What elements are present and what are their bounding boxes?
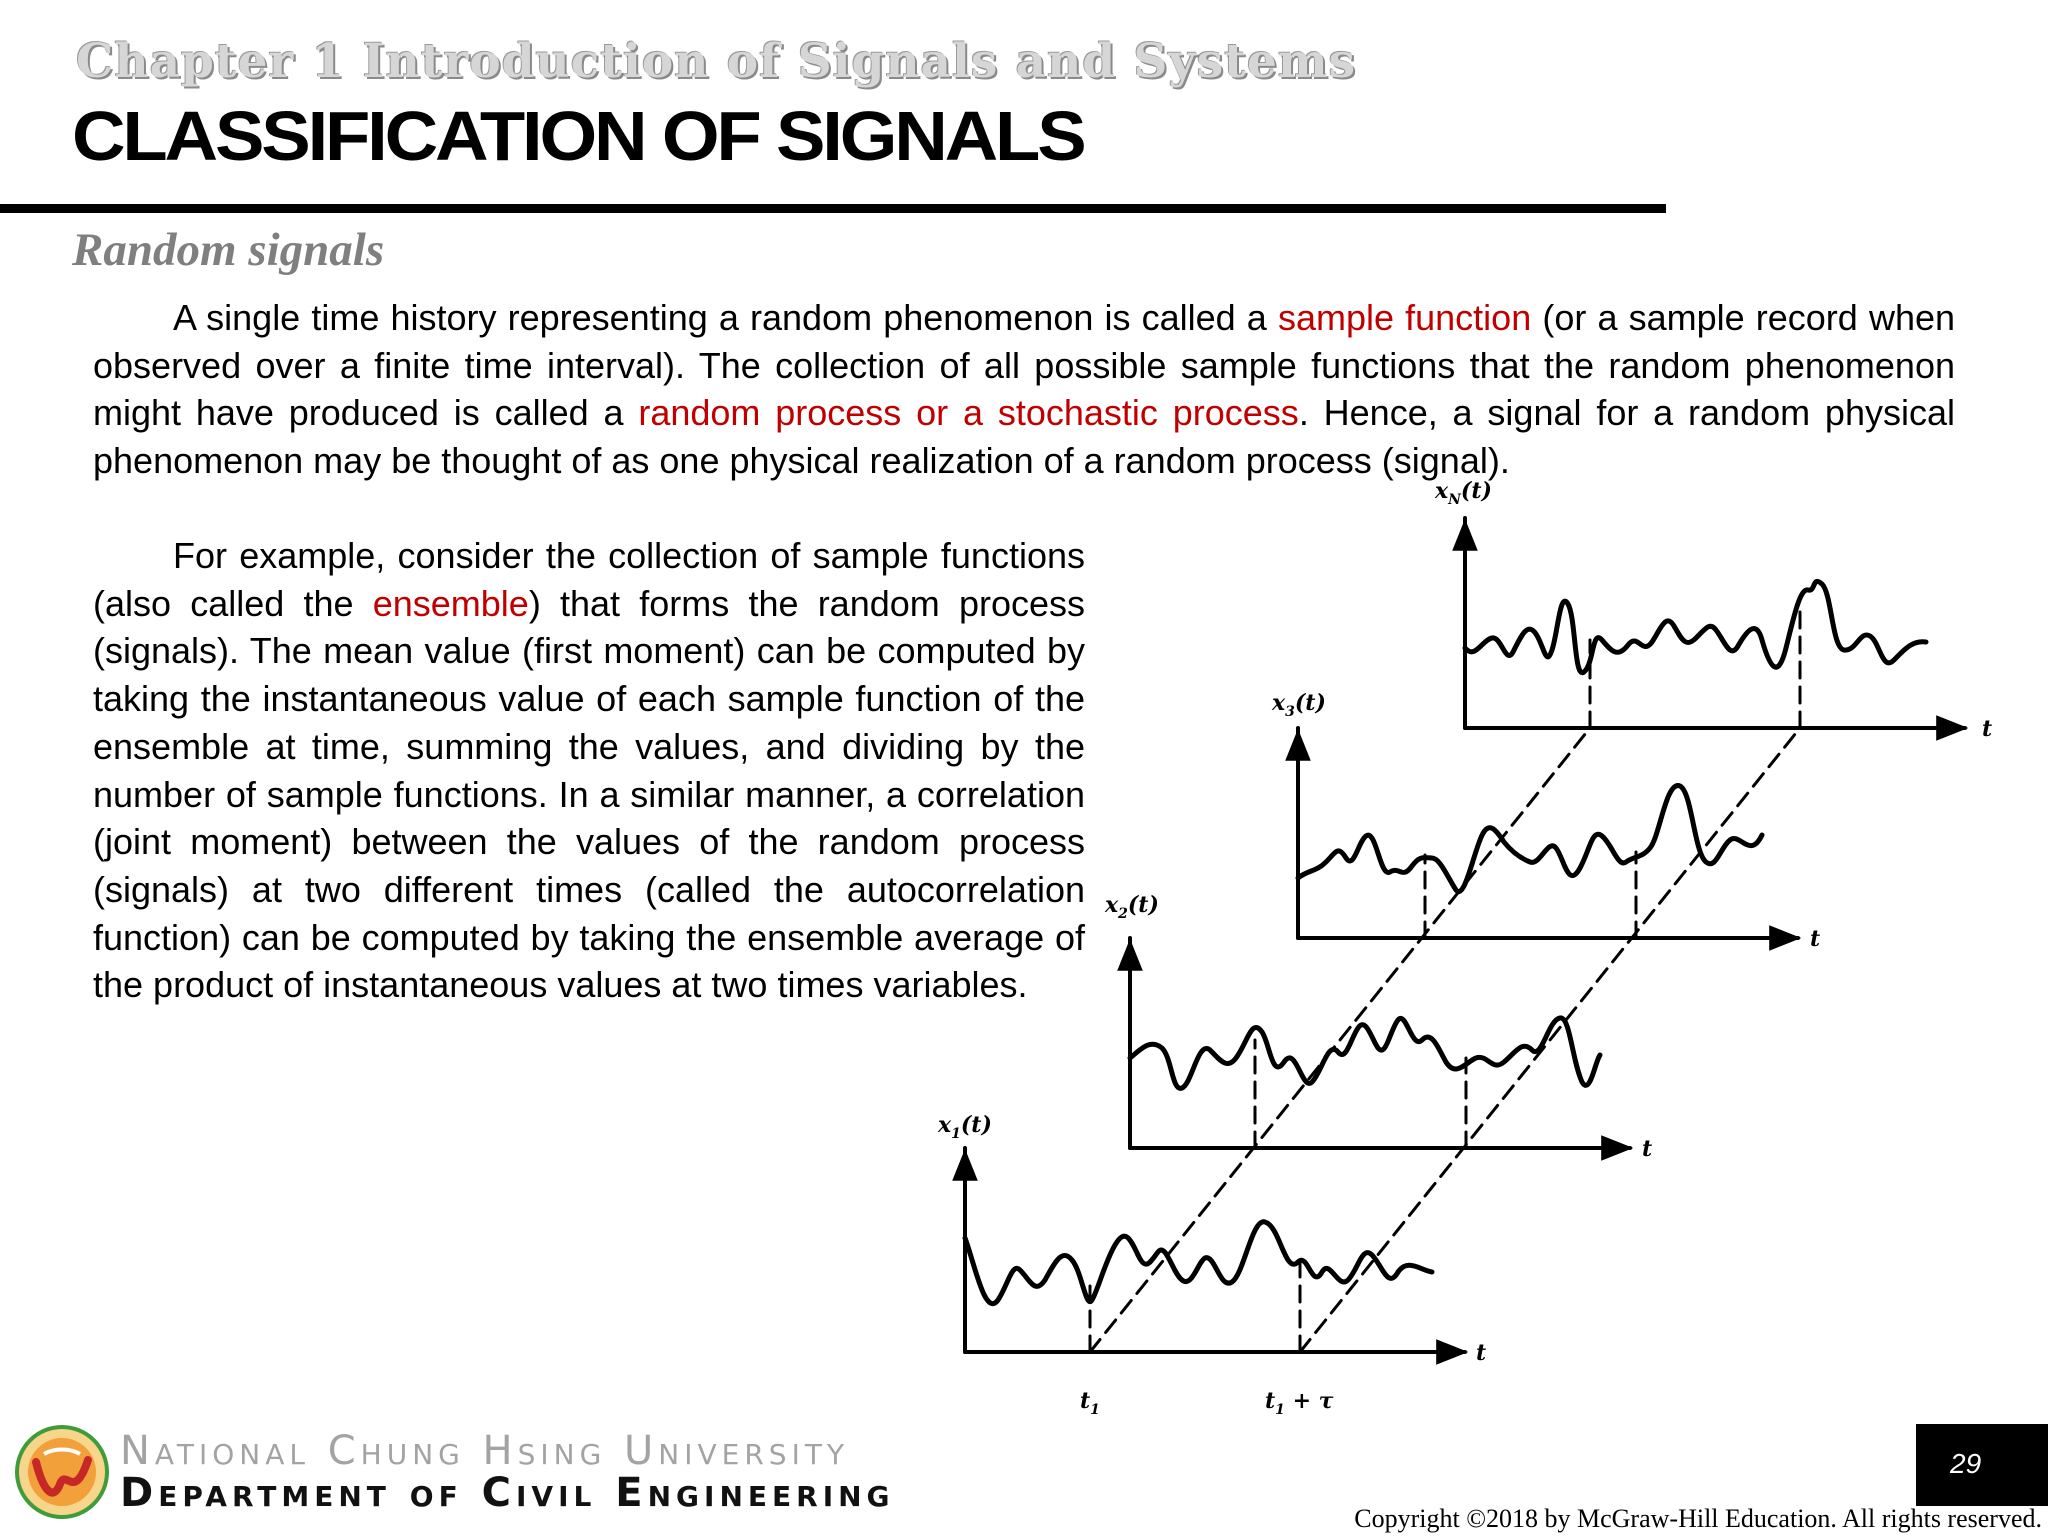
time-guide-lines	[1090, 605, 1800, 1352]
signal-xN	[1465, 581, 1926, 672]
x1-label: $x_1(t)$	[938, 1112, 992, 1142]
section-heading: Random signals	[72, 224, 385, 276]
xN-axis-t-label: t	[1982, 716, 1993, 742]
paragraph-text: A single time history representing a random phenomenon is called a	[173, 297, 1278, 338]
x3-axis	[1298, 728, 1798, 938]
copyright-notice: Copyright ©2018 by McGraw-Hill Education. All rights reserved.	[1354, 1504, 2042, 1533]
paragraph-sample-function	[93, 294, 1955, 485]
page-number: 29	[1950, 1448, 1982, 1479]
term-sample-function: sample function	[1277, 297, 1532, 338]
xN-axis	[1465, 518, 1965, 728]
x2-axis-t-label: t	[1642, 1136, 1653, 1162]
x1-axis-t-label: t	[1476, 1340, 1487, 1366]
ensemble-diagram	[930, 470, 2000, 1420]
x1-axis	[965, 1148, 1465, 1352]
page-number-box	[1916, 1424, 2048, 1506]
paragraph-text: (or a sample record when observed over a finite time interval). The collection of all possible sample functions that the random phenomenon might have produced is called a	[93, 297, 1956, 434]
paragraph-text: . Hence, a signal for a random physical phenomenon may be thought of as one physical realization of a random process (signal).	[93, 392, 1955, 482]
paragraph-text: For example, consider the collection of sample functions (also called the	[93, 535, 1085, 624]
x2-label: $x_2(t)$	[1105, 892, 1159, 922]
x2-axis	[1130, 938, 1630, 1148]
slide-title: CLASSIFICATION OF SIGNALS	[72, 97, 1084, 175]
xN-label: $x_N(t)$	[1435, 478, 1492, 508]
t1-plus-tau-label: $t_1 + \tau$	[1265, 1388, 1334, 1418]
paragraph-text: ) that forms the random process (signals). The mean value (first moment) can be computed by taking the instantaneous value of each sample function of the ensemble at time, summing the values, and dividing by the number of sample functions. In a similar manner, a correlation (joint moment) between the values of the random process (signals) at two different times (called the autocorrelation function) can be computed by taking the ensemble average of the product of instantaneous values at two times variables.	[93, 582, 1085, 1006]
t1-label: $t_1$	[1080, 1388, 1100, 1418]
chapter-title: Chapter 1 Introduction of Signals and Systems	[76, 34, 1357, 89]
title-divider	[0, 204, 1666, 213]
x3-label: $x_3(t)$	[1272, 690, 1326, 720]
term-ensemble: ensemble	[372, 582, 529, 624]
department-name: Department of Civil Engineering	[120, 1470, 895, 1516]
signal-x1	[965, 1222, 1432, 1304]
term-random-process: random process or a stochastic process	[638, 392, 1299, 434]
x3-axis-t-label: t	[1810, 926, 1821, 952]
university-logo	[14, 1424, 110, 1520]
signal-x2	[1130, 1018, 1600, 1088]
university-name: National Chung Hsing University	[120, 1428, 850, 1474]
